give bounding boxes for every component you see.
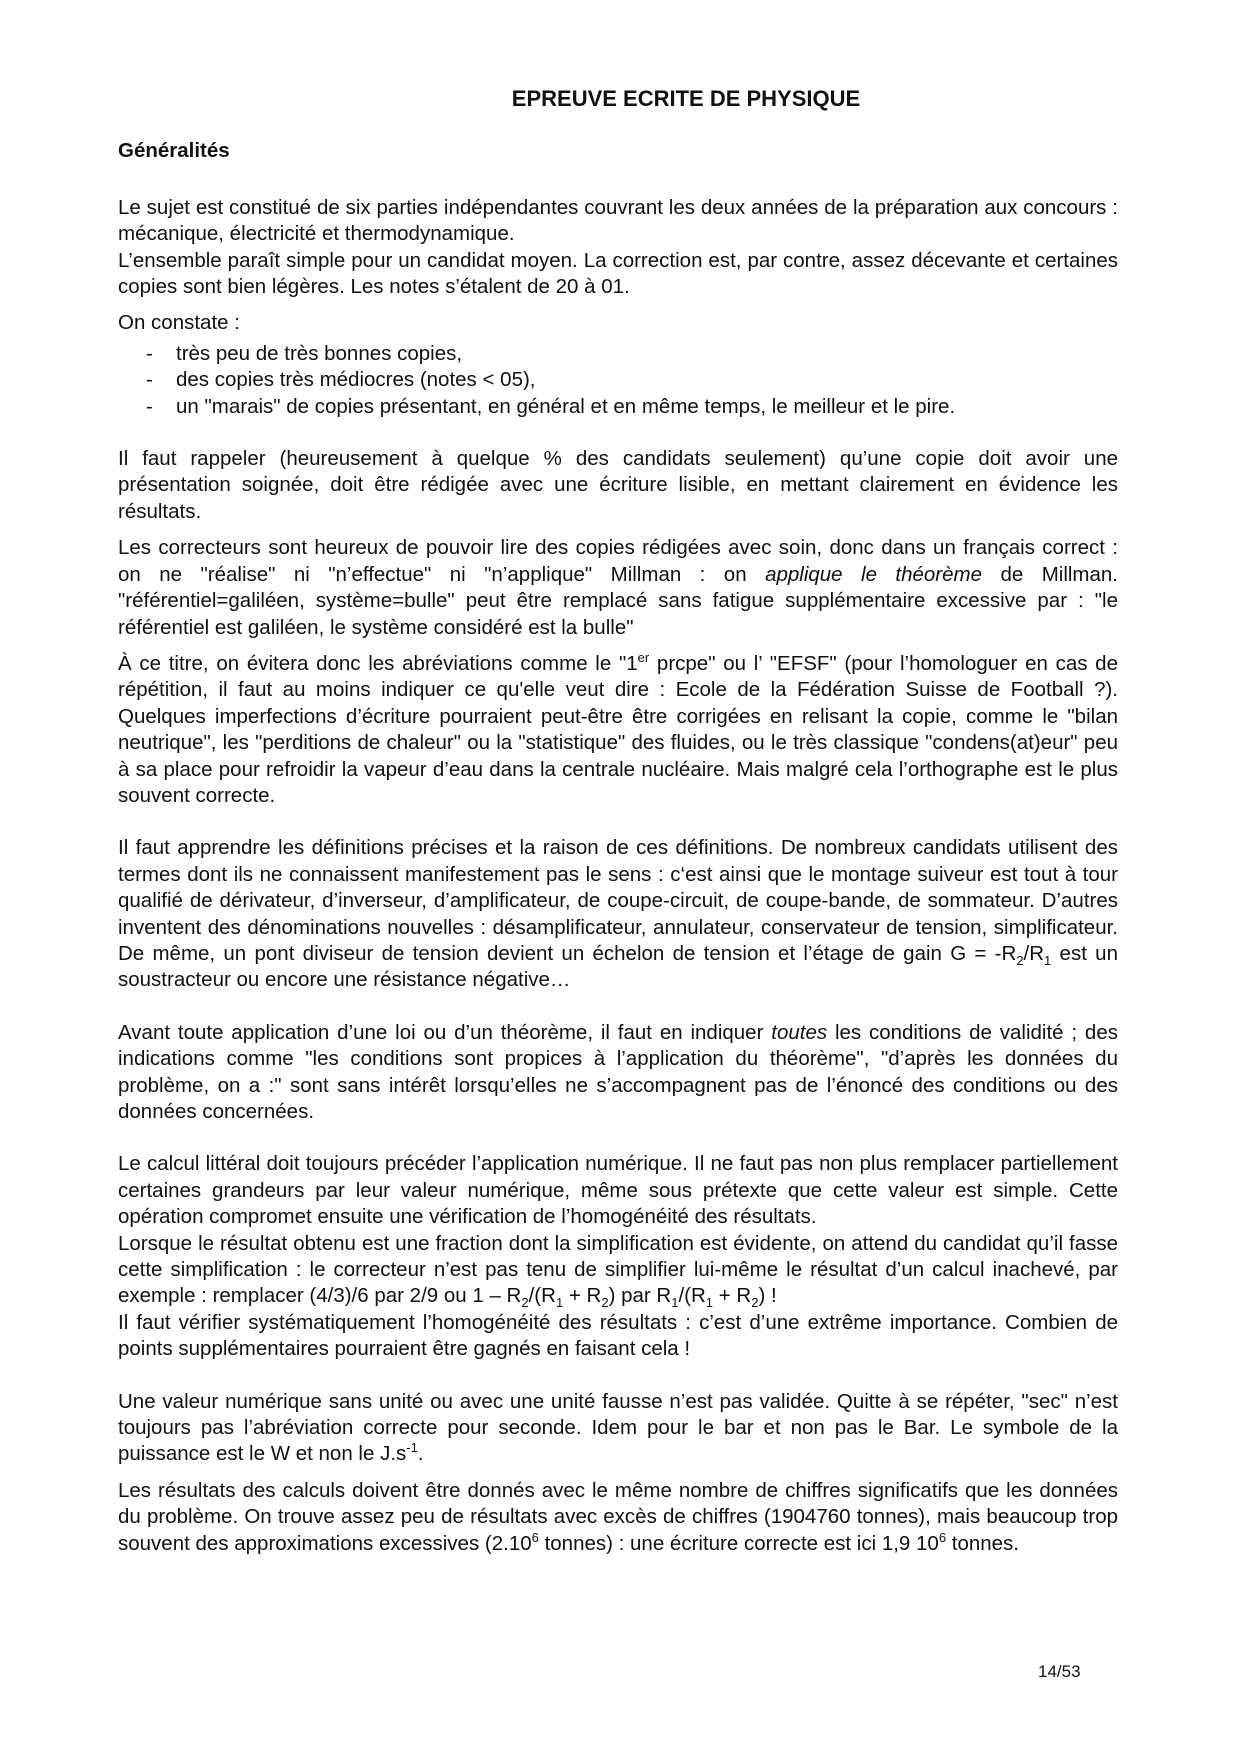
paragraph-unites: Une valeur numérique sans unité ou avec une unité fausse n’est pas validée. Quitte à se répéter, "sec" n’est toujours pas l’abréviation correcte pour seconde. Idem pour le bar et non pas le Bar. Le symbole de la puissance est le W et non le $J.s^{-1}$. bbox=[118, 1389, 1118, 1466]
page-number: 14/53 bbox=[1038, 1662, 1081, 1681]
list-item: - très peu de très bonnes copies, bbox=[146, 341, 1118, 367]
paragraph-chiffres: Les résultats des calculs doivent être donnés avec le même nombre de chiffres significatifs que les données du problème. On trouve assez peu de résultats avec excès de chiffres (1904760 tonnes), mais beaucoup trop souvent des approximations excessives (2.10$^6$ tonnes) : une écriture correcte est ici 1,9 $10^6$ tonnes. bbox=[118, 1478, 1118, 1555]
constat-list bbox=[118, 341, 1118, 420]
section-heading: Généralités bbox=[118, 139, 230, 163]
page-title: EPREUVE ECRITE DE PHYSIQUE bbox=[511, 86, 861, 111]
paragraph-correcteurs: Les correcteurs sont heureux de pouvoir lire des copies rédigées avec soin, donc dans un français correct : on ne "réalise" ni "n’effectue" ni "n’applique" Millman : on applique le théorème de Millman. "référentiel=galiléen, système=bulle" peut être remplacé sans fatigue supplémentaire excessive par : "le référentiel est galiléen, le système considéré est la bulle" bbox=[118, 536, 1119, 639]
list-item: - des copies très médiocres (notes < 05), bbox=[146, 367, 1118, 393]
paragraph-conditions: Avant toute application d’une loi ou d’un théorème, il faut en indiquer toutes les conditions de validité ; des indications comme "les conditions sont propices à l’application du théorème", "d’après les données du problème, on a :" sont sans intérêt lorsqu’elles ne s’accompagnent pas de l’énoncé des conditions ou des données concernées. bbox=[118, 1020, 1118, 1123]
paragraph-constat: On constate : bbox=[118, 311, 240, 335]
paragraph-intro: Le sujet est constitué de six parties indépendantes couvrant les deux années de la préparation aux concours : mécanique, électricité et thermodynamique. L’ensemble paraît simple pour un candidat moyen. La correction est, par contre, assez décevante et certaines copies sont bien légères. Les notes s’étalent de 20 à 01. bbox=[118, 195, 1118, 299]
paragraph-calcul: Le calcul littéral doit toujours précéder l’application numérique. Il ne faut pas non plus remplacer partiellement certaines grandeurs par leur valeur numérique, même sous prétexte que cette valeur est simple. Cette opération compromet ensuite une vérification de l’homogénéité des résultats. Lorsque le résultat obtenu est une fraction dont la simplification est évidente, on attend du candidat qu’il fasse cette simplification : le correcteur n’est pas tenu de simplifier lui-même le résultat d’un calcul inachevé, par exemple : remplacer (4/3)/6 par 2/9 ou $1 - R_2/(R_1 + R_2)$ par $R_1/(R_1 + R_2)$ ! Il faut vérifier systématiquement l’homogénéité des résultats : c’est d’une extrême importance. Combien de points supplémentaires pourraient être gagnés en faisant cela ! bbox=[118, 1152, 1118, 1361]
paragraph-definitions: Il faut apprendre les définitions précises et la raison de ces définitions. De nombreux candidats utilisent des termes dont ils ne connaissent manifestement pas le sens : c‘est ainsi que le montage suiveur est tout à tour qualifié de dérivateur, d’inverseur, d’amplificateur, de coupe-circuit, de coupe-bande, de sommateur. D’autres inventent des dénominations nouvelles : désamplificateur, annulateur, conservateur de tension, simplificateur. De même, un pont diviseur de tension devient un échelon de tension et l’étage de gain $G = -R_2/R_1$ est un soustracteur ou encore une résistance négative… bbox=[118, 836, 1118, 992]
paragraph-abreviations: À ce titre, on évitera donc les abréviations comme le "1er prcpe" ou l’ "EFSF" (pour l’homologuer en cas de répétition, il faut au moins indiquer ce qu'elle veut dire : Ecole de la Fédération Suisse de Football ?). Quelques imperfections d’écriture pourraient peut-être être corrigées en relisant la copie, comme le "bilan neutrique", les "perditions de chaleur" ou la "statistique" des fluides, ou le très classique "condens(at)eur" peu à sa place pour refroidir la vapeur d’eau dans la centrale nucléaire. Mais malgré cela l’orthographe est le plus souvent correcte. bbox=[118, 650, 1118, 807]
list-item: - un "marais" de copies présentant, en général et en même temps, le meilleur et le pire. bbox=[146, 394, 1118, 420]
page-content bbox=[118, 86, 1118, 1557]
paragraph-presentation: Il faut rappeler (heureusement à quelque % des candidats seulement) qu’une copie doit avoir une présentation soignée, doit être rédigée avec une écriture lisible, en mettant clairement en évidence les résultats. bbox=[118, 447, 1118, 523]
